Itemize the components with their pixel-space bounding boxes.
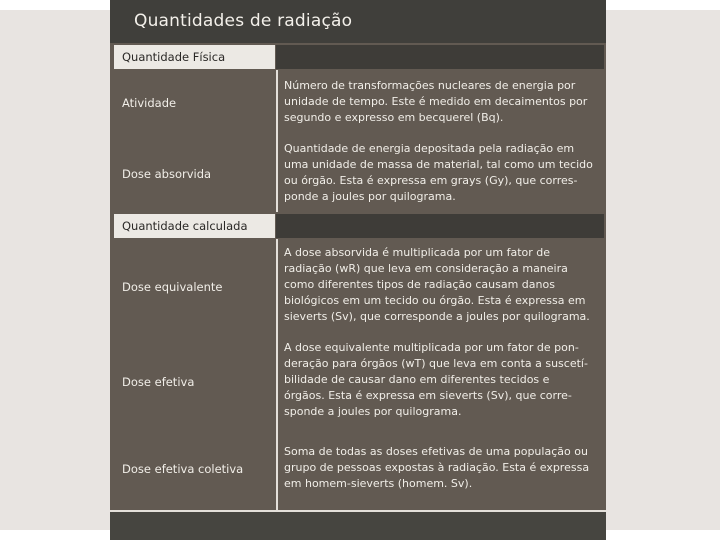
row-desc-dose-absorvida: Quantidade de energia depositada pela radiação em uma unidade de massa de material, tal como um tecido ou órgão. Esta é expressa em grays (Gy), que corres- ponde a joules por quilograma. — [284, 142, 593, 203]
row-desc-dose-efetiva: A dose equivalente multiplicada por um fator de pon- deração para órgãos (wT) que leva em conta a suscetí- bilidade de causar dano em diferentes tecidos e órgãos. Esta é expressa em sieverts (Sv), que corre- sponde a joules por quilograma. — [284, 341, 588, 418]
row-label-dose-absorvida: Dose absorvida — [122, 167, 212, 181]
section-header-label: Quantidade Física — [122, 50, 226, 64]
column-divider — [276, 239, 278, 510]
row-label-atividade: Atividade — [122, 96, 177, 110]
row-desc-atividade: Número de transformações nucleares de energia por unidade de tempo. Este é medido em decaimentos por segundo e expresso em becquerel (Bq). — [284, 79, 588, 124]
footer-bar — [110, 512, 606, 540]
title-bar — [110, 0, 606, 43]
row-label-dose-efetiva: Dose efetiva — [122, 375, 195, 389]
table-title: Quantidades de radiação — [134, 11, 353, 31]
page-background-right — [606, 10, 720, 530]
row-desc-dose-equivalente: A dose absorvida é multiplicada por um fator de radiação (wR) que leva em consideração a maneira como diferentes tipos de radiação causam danos biológicos em um tecido ou órgão. Esta é expressa em sieverts (Sv), que corresponde a joules por quilograma. — [284, 246, 590, 323]
row-desc-dose-efetiva-coletiva: Soma de todas as doses efetivas de uma população ou grupo de pessoas expostas à radiação. Esta é expressa em homem-sieverts (homem. Sv). — [284, 445, 590, 490]
column-divider — [276, 70, 278, 212]
row-label-dose-efetiva-coletiva: Dose efetiva coletiva — [122, 462, 244, 476]
page-background-left — [0, 10, 110, 530]
section-header-calculated — [110, 214, 606, 240]
radiation-quantities-table — [110, 0, 606, 540]
section-header-label: Quantidade calculada — [122, 219, 248, 233]
section-header-physical — [110, 45, 606, 71]
row-label-dose-equivalente: Dose equivalente — [122, 280, 223, 294]
